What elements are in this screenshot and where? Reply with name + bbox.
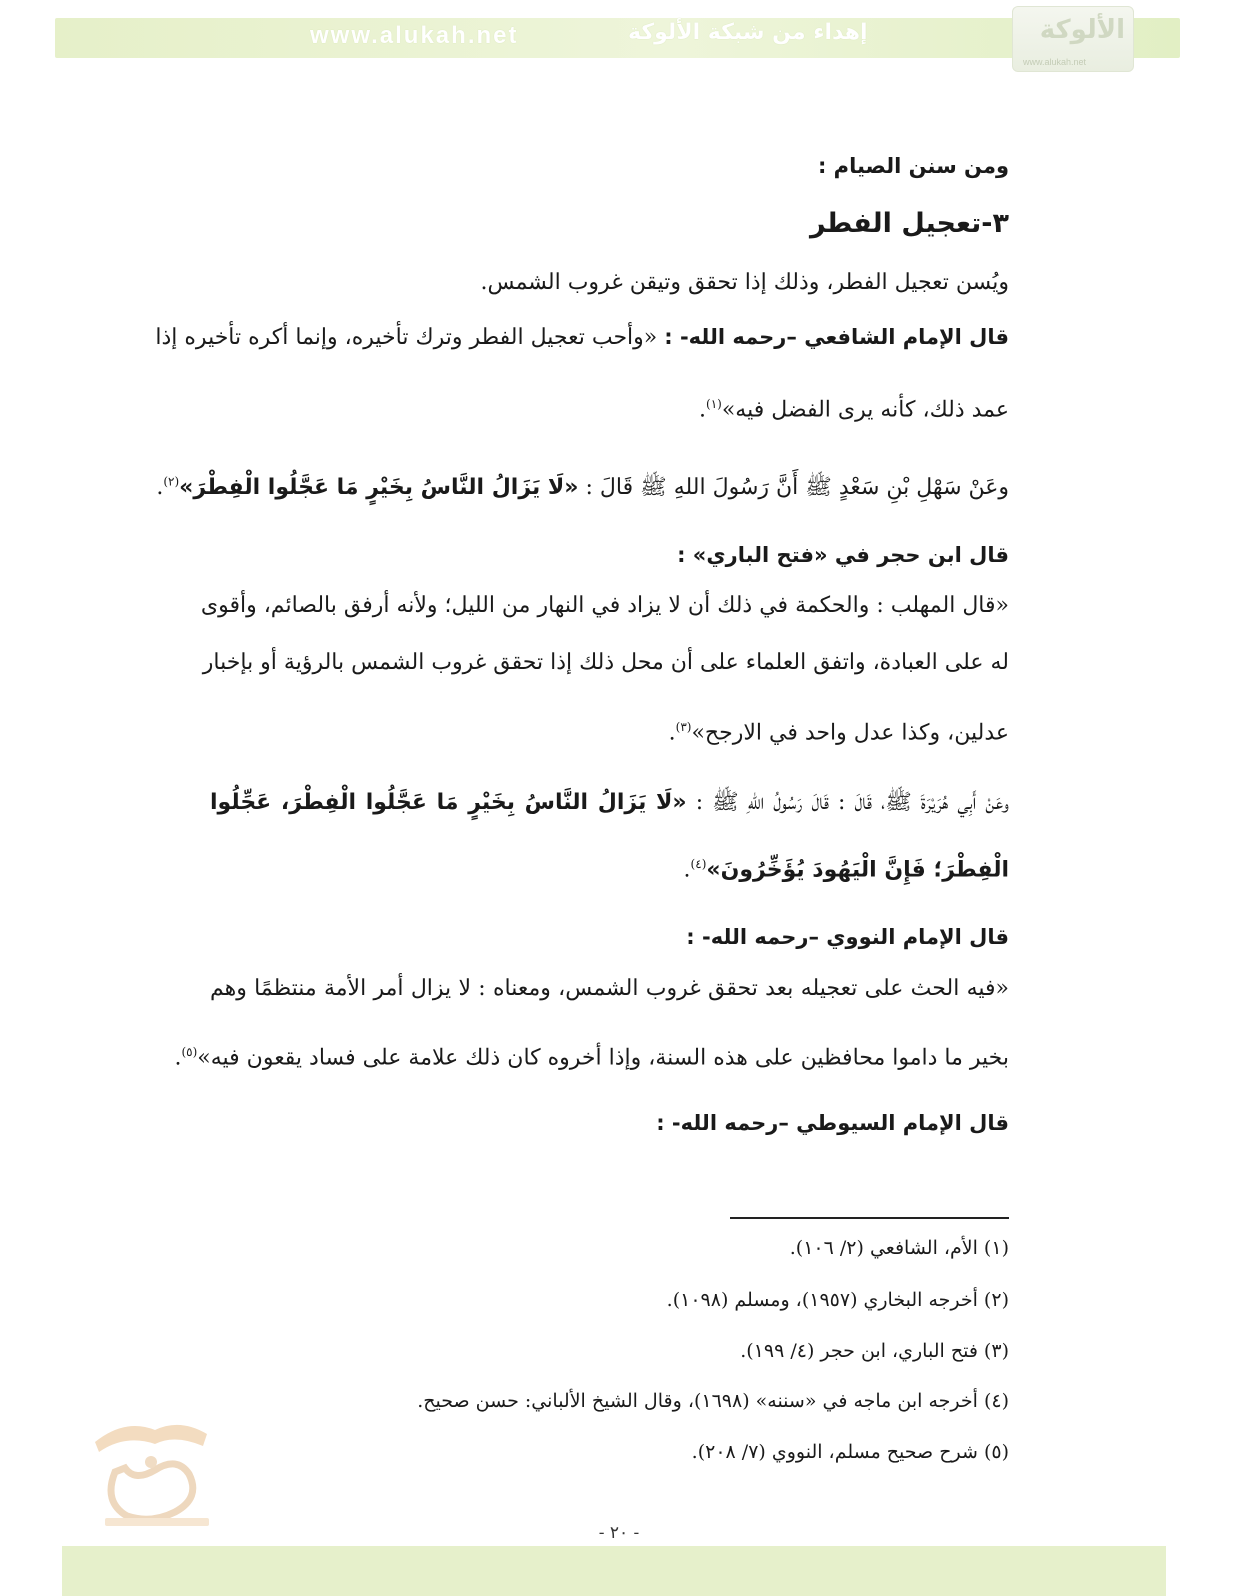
sahl-hadith-line: وعَنْ سَهْلِ بْنِ سَعْدٍ ﷺ أَنَّ رَسُولَ اللهِ ﷺ قَالَ : «لَا يَزَالُ النَّاسُ بِخَيْرٍ مَا عَجَّلُوا الْفِطْرَ»$^{(٢)}$.	[156, 474, 1009, 500]
ibn-hajar-line-1: «قال المهلب : والحكمة في ذلك أن لا يزاد في النهار من الليل؛ ولأنه أرفق بالصائم، وأقوى	[200, 593, 1009, 618]
ibn-hajar-line-2: له على العبادة، واتفق العلماء على أن محل ذلك إذا تحقق غروب الشمس بالرؤية أو بإخبار	[202, 650, 1009, 675]
abu-hurayra-intro: وعَنْ أَبِي هُرَيْرَةَ ﷺ، قَالَ : قَالَ رَسُولُ اللهِ ﷺ :	[695, 790, 1010, 815]
ibn-hajar-line-3: عدلين، وكذا عدل واحد في الارجح»$^{(٣)}$.	[668, 720, 1009, 746]
footnote-1: (١) الأم، الشافعي (٢/ ١٠٦).	[789, 1237, 1009, 1259]
abu-hurayra-line-2: الْفِطْرَ؛ فَإِنَّ الْيَهُودَ يُؤَخِّرُونَ»$^{(٤)}$.	[683, 857, 1009, 883]
footer-band	[62, 1546, 1166, 1596]
section-heading: ومن سنن الصيام :	[817, 154, 1009, 178]
new-exclusive-logo	[85, 1412, 215, 1530]
logo-url: www.alukah.net	[1023, 57, 1087, 67]
paragraph-1: ويُسن تعجيل الفطر، وذلك إذا تحقق وتيقن غروب الشمس.	[480, 270, 1009, 295]
nawawi-line-1: «فيه الحث على تعجيله بعد تحقق غروب الشمس، ومعناه : لا يزال أمر الأمة منتظمًا وهم	[210, 976, 1010, 1001]
header-gift-text: إهداء من شبكة الألوكة	[628, 20, 868, 45]
footnote-ref-5[interactable]: (٥)	[181, 1045, 198, 1059]
footnote-ref-4[interactable]: (٤)	[690, 857, 707, 871]
sahl-intro: وعَنْ سَهْلِ بْنِ سَعْدٍ ﷺ أَنَّ رَسُولَ اللهِ ﷺ قَالَ :	[585, 475, 1009, 500]
suyuti-label: قال الإمام السيوطي –رحمه الله- :	[656, 1111, 1009, 1135]
ibn-hajar-label: قال ابن حجر في «فتح الباري» :	[677, 543, 1009, 567]
footnote-divider	[730, 1217, 1009, 1219]
shafii-label: قال الإمام الشافعي –رحمه الله- :	[664, 325, 1009, 349]
sahl-hadith: «لَا يَزَالُ النَّاسُ بِخَيْرٍ مَا عَجَّلُوا الْفِطْرَ»	[179, 475, 579, 500]
abu-hurayra-line-1	[210, 788, 1009, 820]
abu-hurayra-hadith-2: الْفِطْرَ؛ فَإِنَّ الْيَهُودَ يُؤَخِّرُونَ»	[706, 857, 1009, 883]
ibn-hajar-quote-3: عدلين، وكذا عدل واحد في الارجح»	[691, 720, 1009, 746]
nawawi-quote-2: بخير ما داموا محافظين على هذه السنة، وإذا أخروه كان ذلك علامة على فساد يقعون فيه»	[197, 1045, 1009, 1071]
abu-hurayra-hadith-1: «لَا يَزَالُ النَّاسُ بِخَيْرٍ مَا عَجَّلُوا الْفِطْرَ، عَجِّلُوا	[210, 790, 687, 815]
alukah-logo	[1012, 6, 1134, 72]
shafii-quote-2: عمد ذلك، كأنه يرى الفضل فيه»	[721, 397, 1009, 423]
nawawi-line-2: بخير ما داموا محافظين على هذه السنة، وإذا أخروه كان ذلك علامة على فساد يقعون فيه»$^{(٥)}$.	[174, 1045, 1009, 1071]
footnote-2: (٢) أخرجه البخاري (١٩٥٧)، ومسلم (١٠٩٨).	[666, 1289, 1009, 1311]
header-site-url[interactable]: www.alukah.net	[310, 22, 519, 49]
footnote-ref-1[interactable]: (١)	[706, 397, 722, 411]
nawawi-label: قال الإمام النووي –رحمه الله- :	[686, 925, 1009, 949]
shafii-line-2: عمد ذلك، كأنه يرى الفضل فيه»$^{(١)}$.	[699, 397, 1009, 423]
item-heading: ٣-تعجيل الفطر	[810, 208, 1009, 239]
shafii-quote-1: «وأحب تعجيل الفطر وترك تأخيره، وإنما أكره تأخيره إذا	[155, 325, 658, 350]
shafii-line-1	[155, 325, 1009, 350]
footnote-5: (٥) شرح صحيح مسلم، النووي (٧/ ٢٠٨).	[691, 1441, 1009, 1463]
logo-word: الألوكة	[1039, 15, 1125, 45]
footnote-ref-2[interactable]: (٢)	[163, 474, 180, 489]
footnote-4: (٤) أخرجه ابن ماجه في «سننه» (١٦٩٨)، وقال الشيخ الألباني: حسن صحيح.	[417, 1390, 1009, 1412]
footnote-3: (٣) فتح الباري، ابن حجر (٤/ ١٩٩).	[740, 1340, 1009, 1362]
page-number: - ٢٠ -	[598, 1523, 640, 1543]
footnote-ref-3[interactable]: (٣)	[675, 720, 692, 734]
